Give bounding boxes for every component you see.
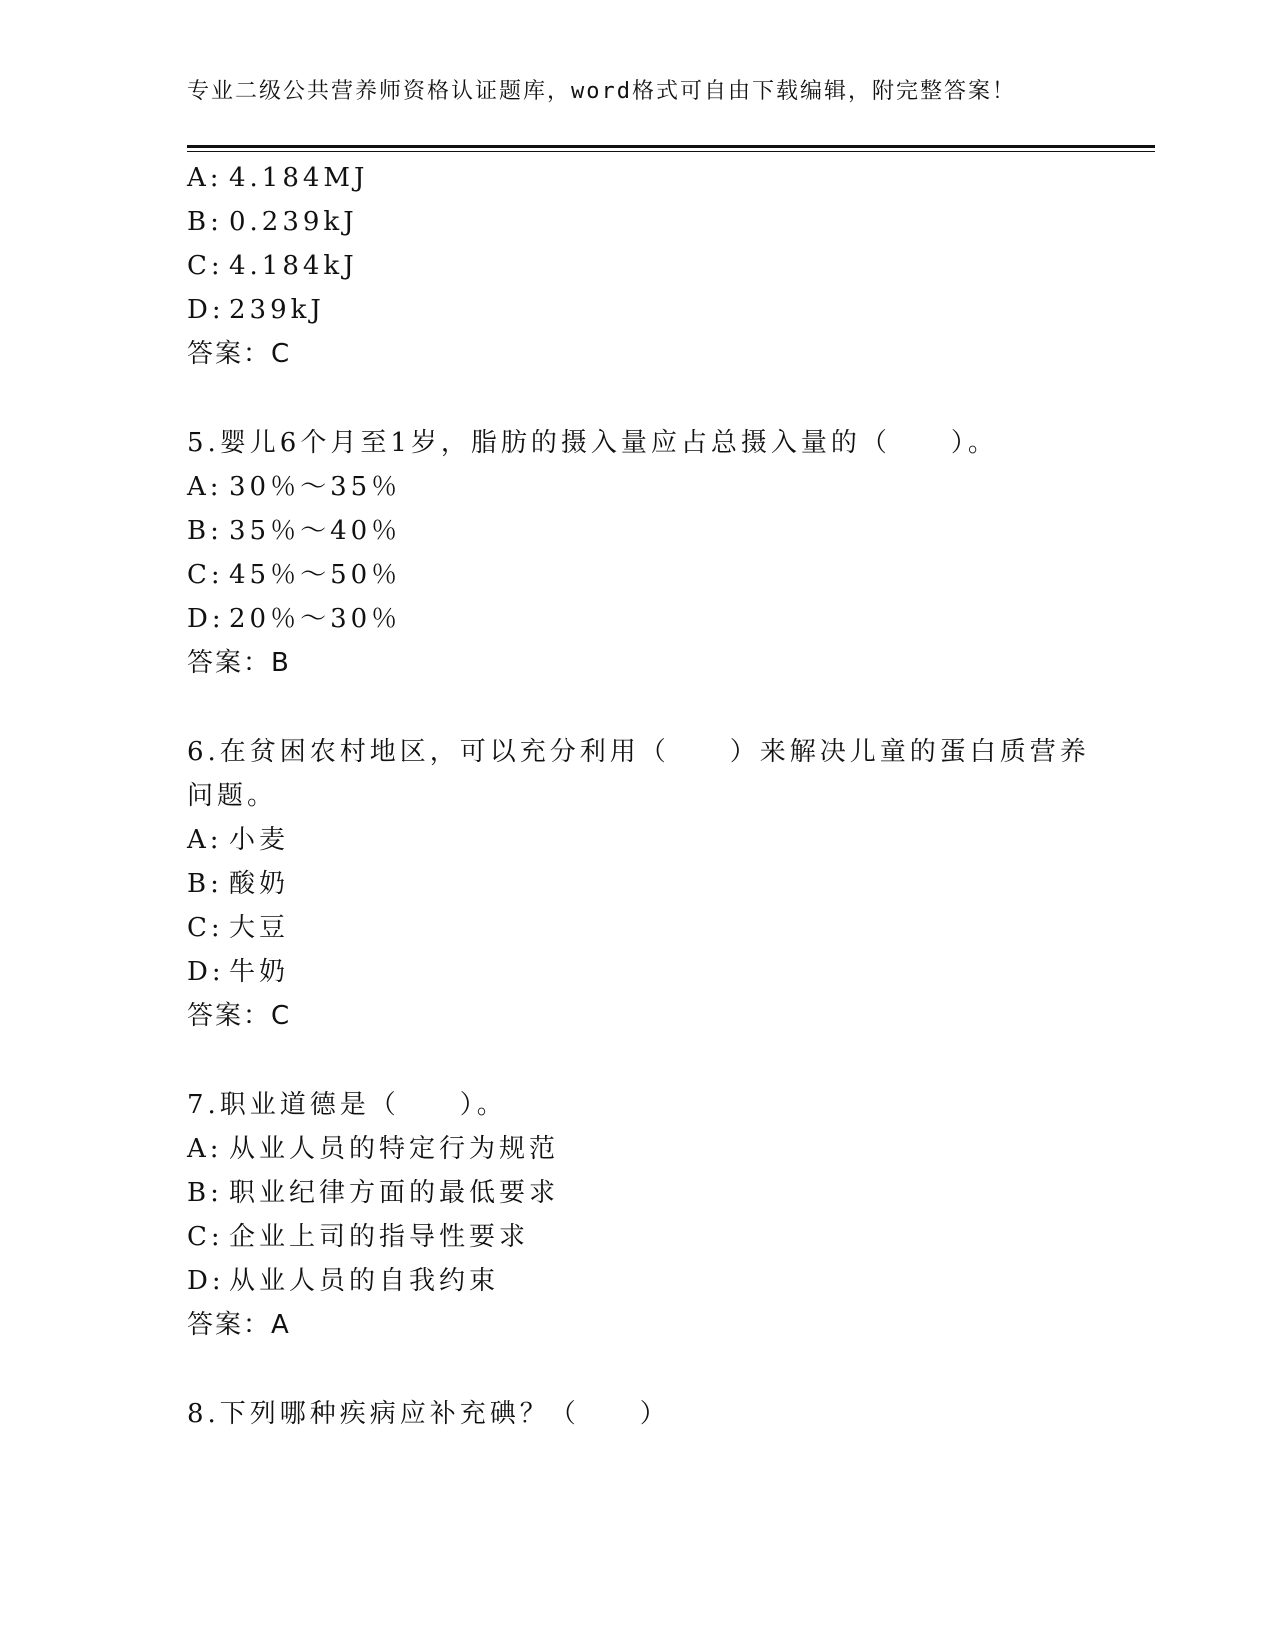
option-letter: A:	[187, 163, 223, 193]
option-letter: B:	[187, 869, 223, 899]
option-text: 牛奶	[229, 957, 290, 987]
option-c	[187, 246, 358, 286]
header-divider	[187, 145, 1155, 152]
option-d	[187, 599, 401, 639]
option-letter: D:	[187, 1266, 225, 1296]
question-text-continued: 问题。	[187, 781, 278, 811]
option-a	[187, 158, 368, 198]
option-letter: D:	[187, 295, 225, 325]
option-text: 从业人员的自我约束	[229, 1266, 500, 1296]
option-letter: A:	[187, 1134, 223, 1164]
option-text: 企业上司的指导性要求	[229, 1222, 530, 1252]
option-letter: A:	[187, 825, 223, 855]
option-d	[187, 1261, 499, 1301]
option-letter: C:	[187, 251, 224, 281]
option-d	[187, 952, 289, 992]
option-text: 4.184MJ	[229, 163, 369, 193]
option-text: 0.239kJ	[229, 207, 358, 237]
option-text: 小麦	[229, 825, 290, 855]
option-letter: C:	[187, 1222, 224, 1252]
option-b	[187, 202, 358, 242]
question-text: 7.职业道德是（ ）。	[187, 1090, 507, 1120]
answer-line: 答案：B	[187, 648, 291, 678]
option-letter: C:	[187, 913, 224, 943]
option-letter: B:	[187, 207, 223, 237]
question-text: 5.婴儿6个月至1岁，脂肪的摄入量应占总摄入量的（ ）。	[187, 428, 998, 458]
option-text: 从业人员的特定行为规范	[229, 1134, 560, 1164]
option-text: 35％～40％	[229, 516, 402, 546]
answer-line: 答案：C	[187, 339, 292, 369]
option-text: 4.184kJ	[229, 251, 358, 281]
option-text: 职业纪律方面的最低要求	[229, 1178, 560, 1208]
option-text: 239kJ	[229, 295, 325, 325]
answer-line: 答案：A	[187, 1310, 291, 1340]
option-a	[187, 1129, 559, 1169]
option-text: 20％～30％	[229, 604, 402, 634]
option-c	[187, 555, 401, 595]
option-a	[187, 467, 401, 507]
option-d	[187, 290, 325, 330]
answer-line: 答案：C	[187, 1001, 292, 1031]
option-c	[187, 1217, 529, 1257]
page-header: 专业二级公共营养师资格认证题库，word格式可自由下载编辑，附完整答案！	[187, 79, 1016, 104]
option-text: 酸奶	[229, 869, 290, 899]
option-a	[187, 820, 289, 860]
option-letter: B:	[187, 516, 223, 546]
option-text: 30％～35％	[229, 472, 402, 502]
option-text: 大豆	[229, 913, 290, 943]
option-b	[187, 864, 289, 904]
question-text: 8.下列哪种疾病应补充碘？（ ）	[187, 1399, 670, 1429]
question-text: 6.在贫困农村地区，可以充分利用（ ）来解决儿童的蛋白质营养	[187, 737, 1090, 767]
option-letter: A:	[187, 472, 223, 502]
option-letter: C:	[187, 560, 224, 590]
option-letter: D:	[187, 604, 225, 634]
option-text: 45％～50％	[229, 560, 402, 590]
option-letter: B:	[187, 1178, 223, 1208]
option-b	[187, 1173, 559, 1213]
option-letter: D:	[187, 957, 225, 987]
option-b	[187, 511, 401, 551]
option-c	[187, 908, 289, 948]
